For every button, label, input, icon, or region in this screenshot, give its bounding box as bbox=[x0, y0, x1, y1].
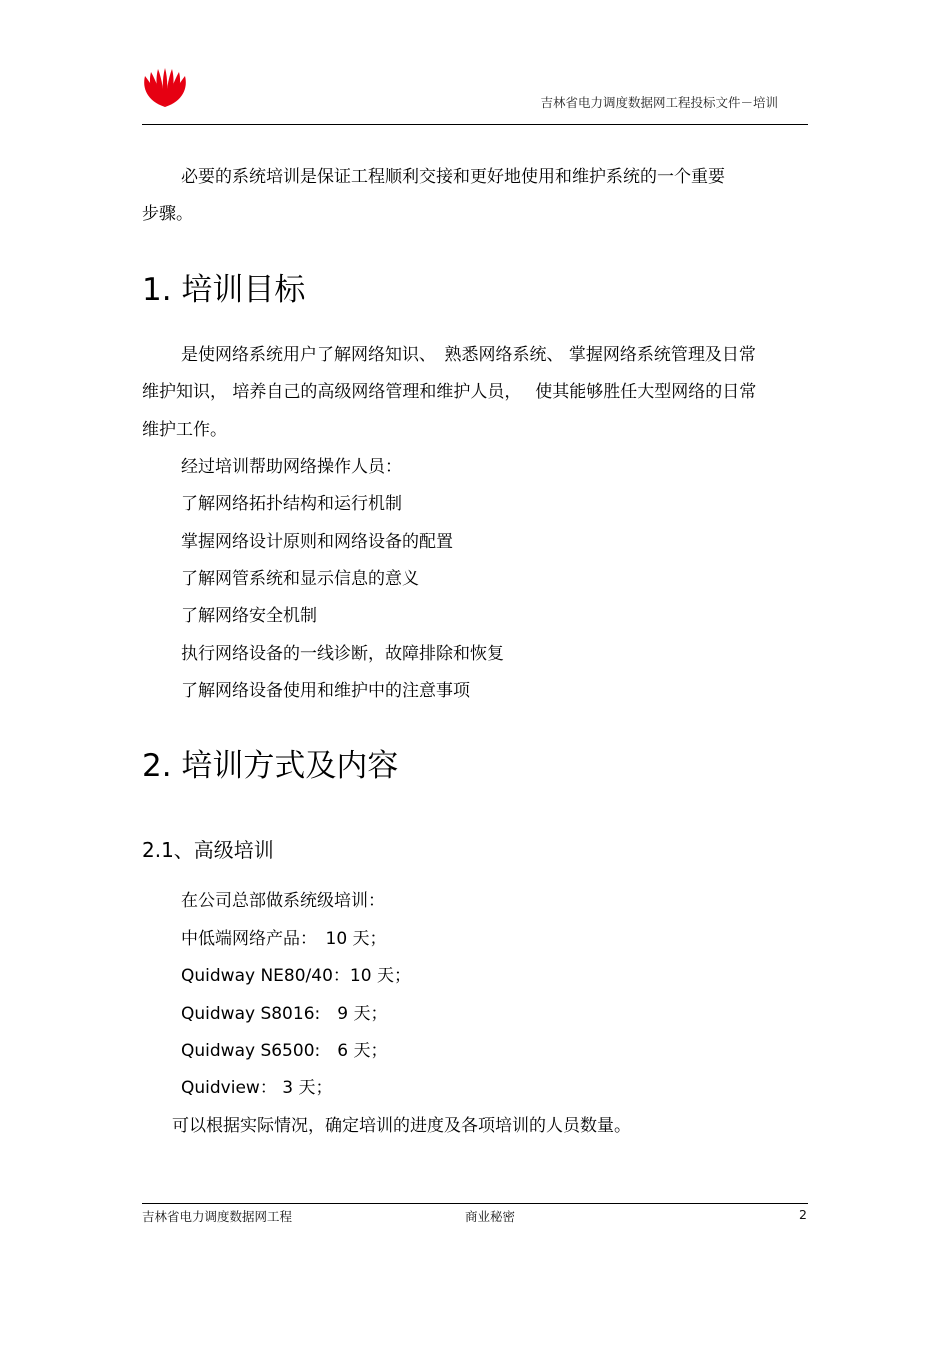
list-item: 执行网络设备的一线诊断，故障排除和恢复 bbox=[181, 644, 504, 664]
section-1-heading: 1. 培训目标 bbox=[142, 272, 306, 308]
section-1-lead: 经过培训帮助网络操作人员： bbox=[181, 457, 402, 477]
section-1-para-line-2: 维护知识， 培养自己的高级网络管理和维护人员， 使其能够胜任大型网络的日常 bbox=[142, 382, 757, 402]
list-item: 中低端网络产品： 10 天； bbox=[181, 929, 387, 949]
list-item: 了解网络设备使用和维护中的注意事项 bbox=[181, 681, 470, 701]
section-2-heading: 2. 培训方式及内容 bbox=[142, 748, 399, 784]
header-title: 吉林省电力调度数据网工程投标文件－培训 bbox=[540, 95, 778, 110]
list-item: Quidway S6500: 6 天； bbox=[181, 1041, 388, 1061]
section-1-para-line-1: 是使网络系统用户了解网络知识、 熟悉网络系统、 掌握网络系统管理及日常 bbox=[181, 345, 756, 365]
footer-center: 商业秘密 bbox=[465, 1209, 516, 1224]
list-item: 了解网络安全机制 bbox=[181, 606, 317, 626]
list-item: Quidview： 3 天； bbox=[181, 1078, 333, 1098]
header-rule bbox=[142, 124, 808, 125]
list-item: Quidway S8016: 9 天； bbox=[181, 1004, 388, 1024]
section-2-closing: 可以根据实际情况，确定培训的进度及各项培训的人员数量。 bbox=[172, 1116, 631, 1136]
intro-line-1: 必要的系统培训是保证工程顺利交接和更好地使用和维护系统的一个重要 bbox=[181, 167, 725, 187]
list-item: 了解网管系统和显示信息的意义 bbox=[181, 569, 419, 589]
section-1-para-line-3: 维护工作。 bbox=[142, 420, 227, 440]
section-2-1-heading: 2.1、高级培训 bbox=[142, 838, 274, 862]
list-item: 掌握网络设计原则和网络设备的配置 bbox=[181, 532, 453, 552]
footer-left: 吉林省电力调度数据网工程 bbox=[142, 1209, 293, 1224]
intro-line-2: 步骤。 bbox=[142, 204, 193, 224]
footer-rule bbox=[142, 1203, 808, 1204]
list-item: Quidway NE80/40：10 天； bbox=[181, 966, 411, 986]
list-item: 了解网络拓扑结构和运行机制 bbox=[181, 494, 402, 514]
section-2-lead: 在公司总部做系统级培训： bbox=[181, 891, 385, 911]
page-number: 2 bbox=[799, 1207, 807, 1222]
huawei-logo-icon bbox=[142, 68, 188, 108]
